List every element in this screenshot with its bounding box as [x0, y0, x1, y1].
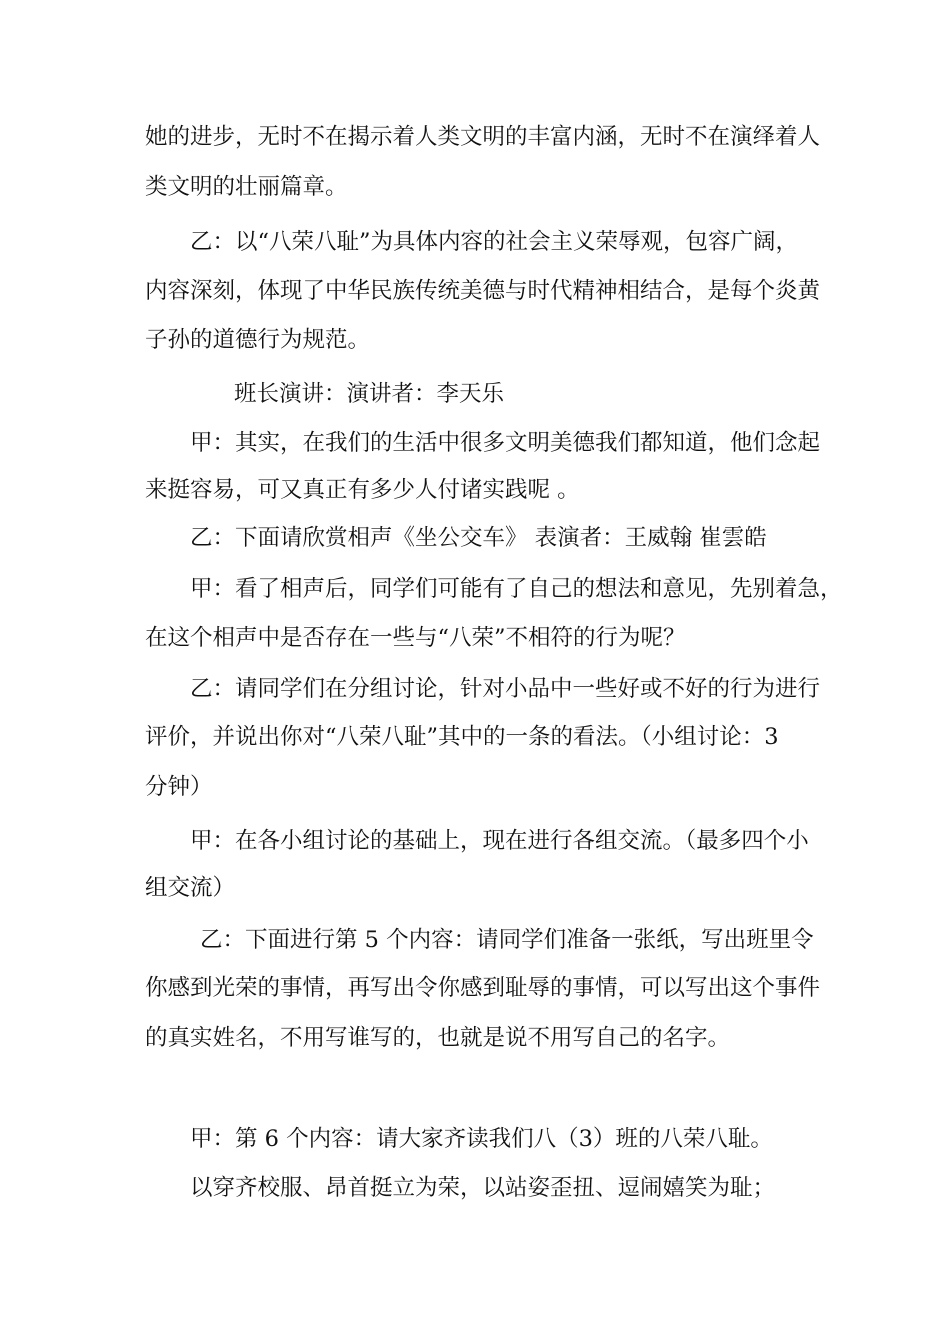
text-line: 来挺容易，可又真正有多少人付诸实践呢 。	[145, 477, 580, 503]
text-line: 乙：请同学们在分组讨论，针对小品中一些好或不好的行为进行	[190, 676, 821, 702]
text-line: 以穿齐校服、昂首挺立为荣，以站姿歪扭、逗闹嬉笑为耻；	[190, 1175, 776, 1201]
text-line: 甲：第 6 个内容：请大家齐读我们八（3）班的八荣八耻。	[190, 1126, 773, 1152]
text-line: 类文明的壮丽篇章。	[145, 174, 348, 200]
text-line: 乙：以“八荣八耻”为具体内容的社会主义荣辱观，包容广阔，	[190, 229, 799, 255]
text-line: 甲：在各小组讨论的基础上，现在进行各组交流。（最多四个小	[190, 828, 809, 854]
text-line: 她的进步，无时不在揭示着人类文明的丰富内涵，无时不在演绎着人	[145, 124, 821, 150]
text-line: 在这个相声中是否存在一些与“八荣”不相符的行为呢？	[145, 625, 686, 651]
text-line: 子孙的道德行为规范。	[145, 327, 371, 353]
text-line: 组交流）	[145, 875, 236, 901]
section-heading: 班长演讲：演讲者：李天乐	[234, 381, 505, 407]
text-line: 内容深刻，体现了中华民族传统美德与时代精神相结合，是每个炎黄	[145, 278, 821, 304]
text-line: 甲：其实，在我们的生活中很多文明美德我们都知道，他们念起	[190, 430, 821, 456]
text-line: 评价，并说出你对“八荣八耻”其中的一条的看法。（小组讨论：3	[145, 724, 779, 750]
text-line: 乙：下面请欣赏相声《坐公交车》 表演者：王威翰 崔雲皓	[190, 525, 767, 551]
text-line: 乙：下面进行第 5 个内容：请同学们准备一张纸，写出班里令	[200, 927, 814, 953]
text-line: 你感到光荣的事情，再写出令你感到耻辱的事情，可以写出这个事件	[145, 975, 821, 1001]
text-line: 分钟）	[145, 774, 213, 800]
text-line: 甲：看了相声后，同学们可能有了自己的想法和意见，先别着急，	[190, 576, 843, 602]
text-line: 的真实姓名，不用写谁写的，也就是说不用写自己的名字。	[145, 1025, 731, 1051]
